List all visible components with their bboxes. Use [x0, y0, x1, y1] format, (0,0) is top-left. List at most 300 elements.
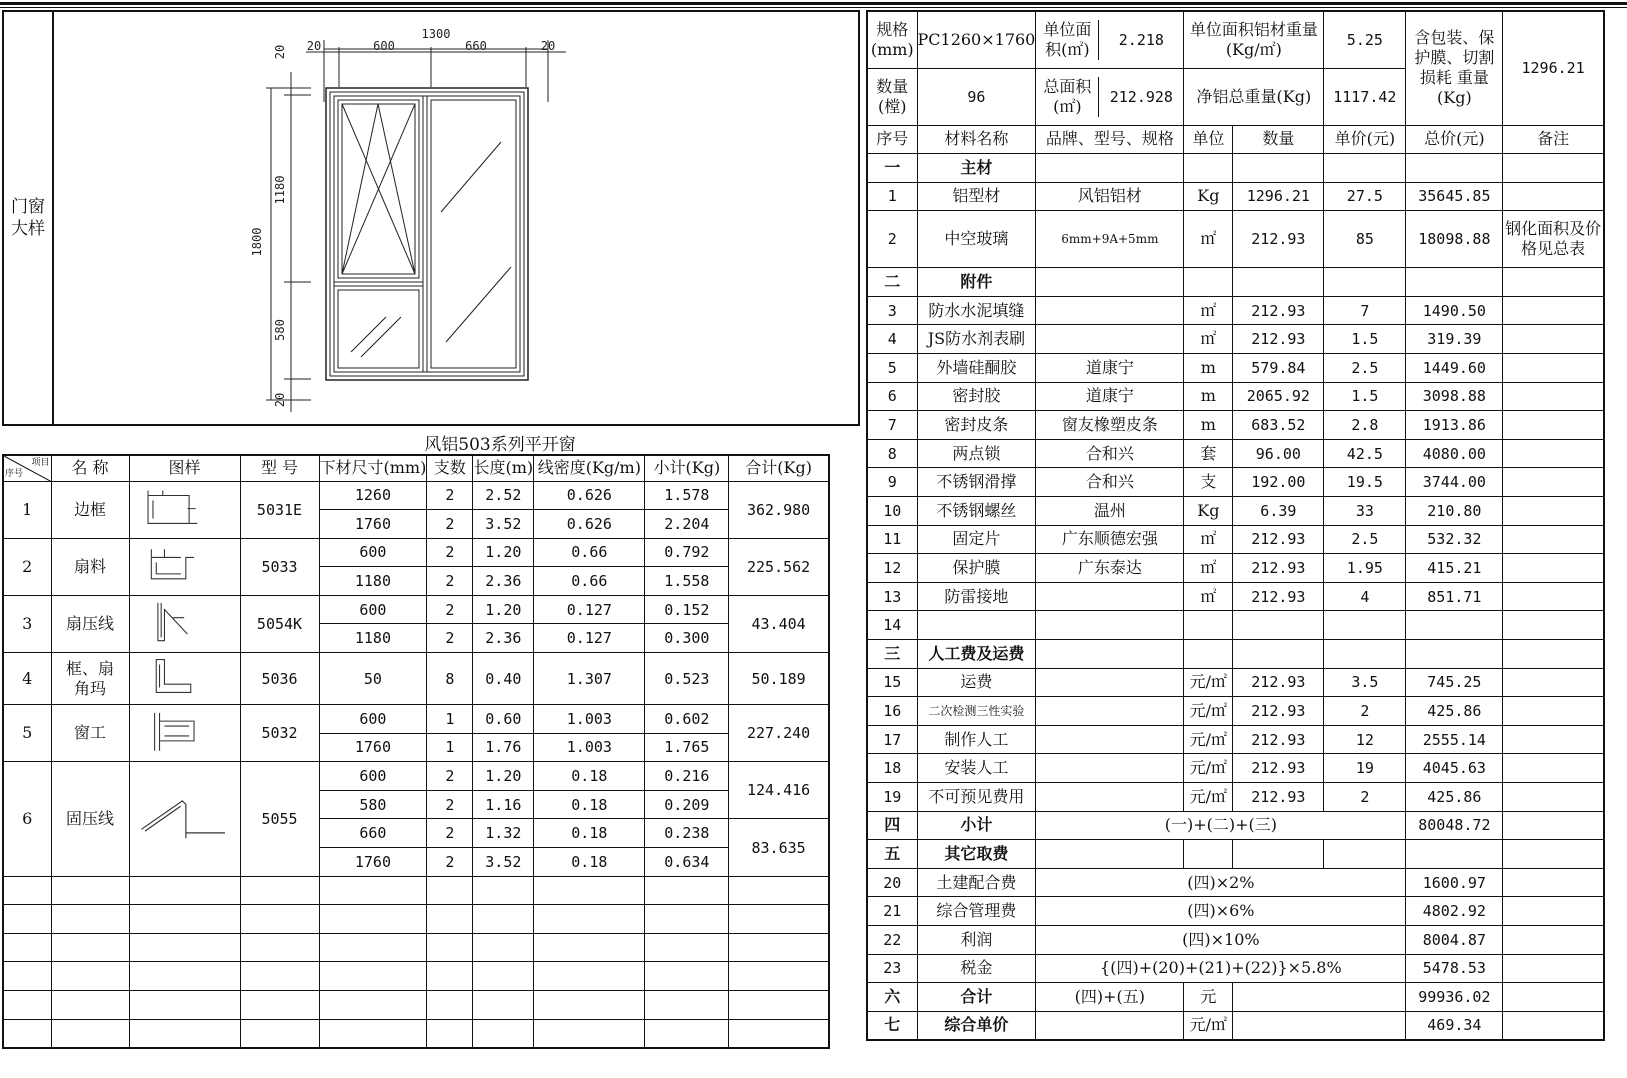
top-border-thick: [0, 2, 1627, 5]
empty-cell: [51, 933, 129, 962]
sample-label: 门窗大样: [11, 197, 45, 239]
empty-cell: [3, 933, 51, 962]
value-cell: 0.66: [534, 538, 645, 567]
column-header: 图样: [129, 455, 240, 481]
column-header: 材料名称: [917, 125, 1036, 154]
brand-cell: [1036, 582, 1184, 611]
unit-price-cell: 4: [1324, 582, 1406, 611]
total-price-cell: [1406, 611, 1503, 640]
value-cell: 2: [427, 624, 473, 653]
empty-cell: [1503, 868, 1604, 897]
note-cell: [1503, 525, 1604, 554]
value-cell: 0.18: [534, 848, 645, 877]
empty-cell: [473, 991, 534, 1020]
value-cell: 2: [427, 819, 473, 848]
table-row: [867, 268, 1604, 297]
profile-name-cell: 扇料: [51, 538, 129, 595]
material-name-cell: 中空玻璃: [917, 211, 1036, 268]
empty-cell: [1184, 154, 1233, 183]
value-cell: 600: [319, 538, 427, 567]
brand-cell: [1036, 725, 1184, 754]
empty-cell: [1503, 811, 1604, 840]
empty-cell: [1324, 640, 1406, 669]
empty-cell: [129, 962, 240, 991]
unit-price-cell: 12: [1324, 725, 1406, 754]
brand-cell: 道康宁: [1036, 382, 1184, 411]
material-name-cell: 密封胶: [917, 382, 1036, 411]
value-cell: 600: [319, 705, 427, 734]
column-header: 型 号: [240, 455, 319, 481]
value-cell: 1.20: [473, 762, 534, 791]
unit-area-value: 2.218: [1118, 30, 1164, 49]
quantity-cell: 212.93: [1233, 211, 1324, 268]
fee-name-cell: 税金: [917, 954, 1036, 983]
note-cell: [1503, 296, 1604, 325]
empty-cell: [319, 933, 427, 962]
value-cell: 1.558: [645, 567, 729, 596]
total-price-cell: 415.21: [1406, 554, 1503, 583]
dim-left-margin: 20: [306, 39, 322, 53]
model-cell: 5054K: [240, 595, 319, 652]
table-row: [867, 668, 1604, 697]
unit-cell: 套: [1184, 439, 1233, 468]
spec-row: [867, 11, 1604, 68]
profile-drawing-cell: [129, 762, 240, 876]
table-row: [867, 754, 1604, 783]
value-cell: 2: [427, 510, 473, 539]
fee-name-cell: 利润: [917, 925, 1036, 954]
empty-cell: [427, 991, 473, 1020]
empty-cell: [534, 933, 645, 962]
subtotal-label-cell: 小计: [917, 811, 1036, 840]
unit-price-cell: 1.95: [1324, 554, 1406, 583]
dim-left-pane: 600: [373, 39, 395, 53]
unit-price-cell: 2: [1324, 782, 1406, 811]
material-name-cell: 安装人工: [917, 754, 1036, 783]
empty-cell: [129, 1019, 240, 1048]
material-name-cell: 不可预见费用: [917, 782, 1036, 811]
empty-cell: [1503, 840, 1604, 869]
empty-cell: [534, 962, 645, 991]
total-price-cell: 210.80: [1406, 497, 1503, 526]
unit-cell: 元/㎡: [1184, 725, 1233, 754]
fee-total-cell: 8004.87: [1406, 925, 1503, 954]
table-row: [3, 595, 829, 624]
seq-cell: 3: [867, 296, 917, 325]
dim-right-pane: 660: [465, 39, 487, 53]
dim-total-width: 1300: [421, 27, 451, 41]
value-cell: 0.18: [534, 819, 645, 848]
table-row: [867, 782, 1604, 811]
value-cell: 600: [319, 595, 427, 624]
empty-cell: [427, 905, 473, 934]
group-total-cell: 43.404: [729, 595, 829, 652]
seq-cell: 22: [867, 925, 917, 954]
seq-cell: 8: [867, 439, 917, 468]
total-price-cell: 35645.85: [1406, 182, 1503, 211]
empty-cell: [1503, 268, 1604, 297]
table-row: [3, 538, 829, 567]
material-name-cell: 不锈钢螺丝: [917, 497, 1036, 526]
empty-row: [3, 933, 829, 962]
note-cell: [1503, 354, 1604, 383]
value-cell: 1: [427, 705, 473, 734]
fee-name-cell: 综合管理费: [917, 897, 1036, 926]
empty-cell: [427, 962, 473, 991]
dim-right-margin: 20: [540, 39, 556, 53]
empty-cell: [1233, 154, 1324, 183]
empty-cell: [427, 876, 473, 905]
material-name-cell: 制作人工: [917, 725, 1036, 754]
value-cell: 1.003: [534, 705, 645, 734]
value-cell: 2: [427, 538, 473, 567]
sample-label-cell: [4, 12, 54, 424]
unit-price-cell: 7: [1324, 296, 1406, 325]
empty-cell: [3, 1019, 51, 1048]
seq-cell: 12: [867, 554, 917, 583]
note-cell: [1503, 497, 1604, 526]
unit-cell: [1184, 611, 1233, 640]
empty-cell: [645, 905, 729, 934]
quantity-cell: 212.93: [1233, 754, 1324, 783]
value-cell: 3.52: [473, 510, 534, 539]
material-name-cell: 铝型材: [917, 182, 1036, 211]
empty-cell: [473, 962, 534, 991]
seq-cell: 五: [867, 840, 917, 869]
total-area-cell: [1036, 68, 1184, 125]
table-row: [867, 525, 1604, 554]
total-price-cell: 2555.14: [1406, 725, 1503, 754]
value-cell: 0.602: [645, 705, 729, 734]
material-name-cell: 两点锁: [917, 439, 1036, 468]
empty-cell: [1406, 840, 1503, 869]
empty-cell: [729, 905, 829, 934]
seq-cell: 二: [867, 268, 917, 297]
cost-header-row: [867, 125, 1604, 154]
empty-cell: [534, 1019, 645, 1048]
section-label-cell: 其它取费: [917, 840, 1036, 869]
seq-cell: 10: [867, 497, 917, 526]
unit-price-value-cell: 469.34: [1406, 1011, 1503, 1040]
sash-profile-icon: [130, 541, 240, 592]
empty-cell: [473, 933, 534, 962]
column-header: 备注: [1503, 125, 1604, 154]
note-cell: [1503, 611, 1604, 640]
model-cell: 5055: [240, 762, 319, 876]
table-row: [867, 439, 1604, 468]
window-sample-panel: [2, 10, 860, 426]
value-cell: 1180: [319, 624, 427, 653]
note-cell: [1503, 382, 1604, 411]
quantity-cell: 212.93: [1233, 782, 1324, 811]
material-name-cell: 二次检测三性实验: [917, 697, 1036, 726]
empty-cell: [240, 962, 319, 991]
material-name-cell: 主材: [917, 154, 1036, 183]
seq-cell: 19: [867, 782, 917, 811]
value-cell: 0.18: [534, 762, 645, 791]
fee-total-cell: 5478.53: [1406, 954, 1503, 983]
seq-cell: 2: [867, 211, 917, 268]
profile-name-cell: 窗工: [51, 705, 129, 762]
value-cell: 0.40: [473, 653, 534, 705]
empty-cell: [240, 1019, 319, 1048]
value-cell: 1.20: [473, 538, 534, 567]
value-cell: 1.16: [473, 790, 534, 819]
unit-area-cell: [1036, 11, 1184, 68]
table-row: [867, 325, 1604, 354]
unit-price-cell: 33: [1324, 497, 1406, 526]
empty-cell: [729, 991, 829, 1020]
total-price-cell: 745.25: [1406, 668, 1503, 697]
brand-cell: [1036, 611, 1184, 640]
brand-cell: 6mm+9A+5mm: [1036, 211, 1184, 268]
unit-cell: ㎡: [1184, 582, 1233, 611]
empty-cell: [645, 1019, 729, 1048]
value-cell: 1.32: [473, 819, 534, 848]
net-weight-value-cell: 1117.42: [1324, 68, 1406, 125]
value-cell: 1.307: [534, 653, 645, 705]
quantity-cell: 212.93: [1233, 725, 1324, 754]
empty-cell: [319, 905, 427, 934]
material-name-cell: 密封皮条: [917, 411, 1036, 440]
quantity-cell: 2065.92: [1233, 382, 1324, 411]
unit-price-cell: 3.5: [1324, 668, 1406, 697]
empty-cell: [1503, 983, 1604, 1012]
seq-cell: 5: [867, 354, 917, 383]
material-name-cell: 运费: [917, 668, 1036, 697]
unit-cell: ㎡: [1184, 296, 1233, 325]
brand-cell: [1036, 296, 1184, 325]
value-cell: 0.209: [645, 790, 729, 819]
unit-price-cell: 42.5: [1324, 439, 1406, 468]
profile-weight-table: [2, 454, 830, 1049]
unit-cell: 支: [1184, 468, 1233, 497]
value-cell: 50: [319, 653, 427, 705]
quantity-cell: 579.84: [1233, 354, 1324, 383]
value-cell: 8: [427, 653, 473, 705]
subtotal-row: [867, 811, 1604, 840]
model-cell: 5033: [240, 538, 319, 595]
value-cell: 0.523: [645, 653, 729, 705]
material-name-cell: 保护膜: [917, 554, 1036, 583]
material-name-cell: 人工费及运费: [917, 640, 1036, 669]
seq-cell: 23: [867, 954, 917, 983]
value-cell: 600: [319, 762, 427, 791]
empty-cell: [1406, 154, 1503, 183]
quantity-cell: 192.00: [1233, 468, 1324, 497]
table-row: [867, 725, 1604, 754]
seq-cell: 13: [867, 582, 917, 611]
empty-cell: [319, 962, 427, 991]
value-cell: 660: [319, 819, 427, 848]
empty-cell: [3, 905, 51, 934]
quantity-cell: 212.93: [1233, 296, 1324, 325]
qty-value-cell: 96: [917, 68, 1036, 125]
value-cell: 1.003: [534, 733, 645, 762]
seq-cell: 一: [867, 154, 917, 183]
seq-cell: 3: [3, 595, 51, 652]
quantity-cell: [1233, 611, 1324, 640]
fee-row: [867, 868, 1604, 897]
quantity-cell: 683.52: [1233, 411, 1324, 440]
value-cell: 1.76: [473, 733, 534, 762]
total-price-cell: 425.86: [1406, 782, 1503, 811]
brand-cell: [1036, 668, 1184, 697]
corner-bottom-label: 序号: [5, 468, 24, 479]
group-total-cell: 83.635: [729, 819, 829, 876]
empty-cell: [645, 991, 729, 1020]
note-cell: [1503, 782, 1604, 811]
column-header: 品牌、型号、规格: [1036, 125, 1184, 154]
formula-cell: {(四)+(20)+(21)+(22)}×5.8%: [1036, 954, 1406, 983]
seq-cell: 20: [867, 868, 917, 897]
value-cell: 2: [427, 848, 473, 877]
empty-cell: [129, 905, 240, 934]
total-price-cell: 4080.00: [1406, 439, 1503, 468]
spec-value-cell: PC1260×1760: [917, 11, 1036, 68]
empty-row: [3, 1019, 829, 1048]
empty-cell: [3, 876, 51, 905]
profile-drawing-cell: [129, 481, 240, 538]
glazing-bead-profile-icon: [130, 776, 240, 861]
material-name-cell: 外墙硅酮胶: [917, 354, 1036, 383]
empty-cell: [3, 962, 51, 991]
group-total-cell: 362.980: [729, 481, 829, 538]
unit-cell: Kg: [1184, 182, 1233, 211]
empty-cell: [3, 991, 51, 1020]
seq-cell: 18: [867, 754, 917, 783]
empty-cell: [1036, 154, 1184, 183]
empty-cell: [51, 962, 129, 991]
value-cell: 1: [427, 733, 473, 762]
material-name-cell: JS防水剂表刷: [917, 325, 1036, 354]
empty-row: [3, 905, 829, 934]
value-cell: 0.626: [534, 481, 645, 510]
note-cell: 钢化面积及价格见总表: [1503, 211, 1604, 268]
value-cell: 0.238: [645, 819, 729, 848]
empty-cell: [1503, 1011, 1604, 1040]
total-price-cell: 3744.00: [1406, 468, 1503, 497]
table-row: [3, 762, 829, 791]
unit-price-cell: 2: [1324, 697, 1406, 726]
value-cell: 0.300: [645, 624, 729, 653]
unit-price-label-cell: 综合单价: [917, 1011, 1036, 1040]
table-row: [3, 705, 829, 734]
empty-cell: [240, 991, 319, 1020]
value-cell: 1180: [319, 567, 427, 596]
total-price-cell: 1913.86: [1406, 411, 1503, 440]
fee-row: [867, 925, 1604, 954]
profile-drawing-cell: [129, 538, 240, 595]
grand-total-row: [867, 983, 1604, 1012]
quantity-cell: 212.93: [1233, 697, 1324, 726]
grand-total-label-cell: 合计: [917, 983, 1036, 1012]
note-cell: [1503, 325, 1604, 354]
window-elevation-drawing: [56, 12, 858, 424]
dim-total-height: 1800: [250, 227, 264, 257]
table-row: [867, 211, 1604, 268]
total-price-cell: 319.39: [1406, 325, 1503, 354]
empty-cell: [1036, 640, 1184, 669]
empty-cell: [729, 962, 829, 991]
quantity-cell: 212.93: [1233, 582, 1324, 611]
table-row: [867, 354, 1604, 383]
model-cell: 5031E: [240, 481, 319, 538]
empty-cell: [240, 905, 319, 934]
unit-price-cell: 1.5: [1324, 382, 1406, 411]
left-header-row: [3, 455, 829, 481]
seq-cell: 4: [867, 325, 917, 354]
material-name-cell: 防水水泥填缝: [917, 296, 1036, 325]
group-total-cell: 227.240: [729, 705, 829, 762]
table-row: [867, 697, 1604, 726]
unit-cell: 元/㎡: [1184, 782, 1233, 811]
empty-cell: [1233, 268, 1324, 297]
fee-name-cell: 土建配合费: [917, 868, 1036, 897]
note-cell: [1503, 754, 1604, 783]
unit-price-row: [867, 1011, 1604, 1040]
empty-cell: [1503, 640, 1604, 669]
packaging-value-cell: 1296.21: [1503, 11, 1604, 125]
total-price-cell: 851.71: [1406, 582, 1503, 611]
formula-cell: (四)×6%: [1036, 897, 1406, 926]
seq-cell: 6: [867, 382, 917, 411]
profile-drawing-cell: [129, 595, 240, 652]
qty-label-cell: 数量(樘): [867, 68, 917, 125]
group-total-cell: 50.189: [729, 653, 829, 705]
value-cell: 0.626: [534, 510, 645, 539]
seq-cell: 4: [3, 653, 51, 705]
note-cell: [1503, 411, 1604, 440]
cost-estimate-table: [866, 10, 1605, 1041]
table-row: [867, 468, 1604, 497]
column-header: 支数: [427, 455, 473, 481]
unit-cell: 元/㎡: [1184, 1011, 1233, 1040]
value-cell: 0.66: [534, 567, 645, 596]
column-header: 长度(m): [473, 455, 534, 481]
empty-cell: [1184, 268, 1233, 297]
empty-cell: [1036, 268, 1184, 297]
table-row: [867, 382, 1604, 411]
profile-drawing-cell: [129, 705, 240, 762]
note-cell: [1503, 697, 1604, 726]
empty-cell: [1503, 925, 1604, 954]
total-price-cell: 532.32: [1406, 525, 1503, 554]
unit-price-cell: 2.5: [1324, 354, 1406, 383]
column-header: 单位: [1184, 125, 1233, 154]
quantity-cell: 96.00: [1233, 439, 1324, 468]
fee-total-cell: 4802.92: [1406, 897, 1503, 926]
formula-cell: (四)+(五): [1036, 983, 1184, 1012]
empty-cell: [1233, 1011, 1406, 1040]
value-cell: 2.204: [645, 510, 729, 539]
brand-cell: 合和兴: [1036, 468, 1184, 497]
table-row: [867, 582, 1604, 611]
value-cell: 0.127: [534, 595, 645, 624]
table-row: [3, 653, 829, 705]
value-cell: 0.60: [473, 705, 534, 734]
unit-price-cell: 2.8: [1324, 411, 1406, 440]
empty-row: [3, 876, 829, 905]
empty-cell: [473, 905, 534, 934]
drawing-caption: 风铝503系列平开窗: [424, 435, 576, 455]
fee-row: [867, 954, 1604, 983]
value-cell: 2: [427, 481, 473, 510]
empty-cell: [129, 933, 240, 962]
empty-cell: [534, 876, 645, 905]
seq-cell: 5: [3, 705, 51, 762]
value-cell: 0.792: [645, 538, 729, 567]
